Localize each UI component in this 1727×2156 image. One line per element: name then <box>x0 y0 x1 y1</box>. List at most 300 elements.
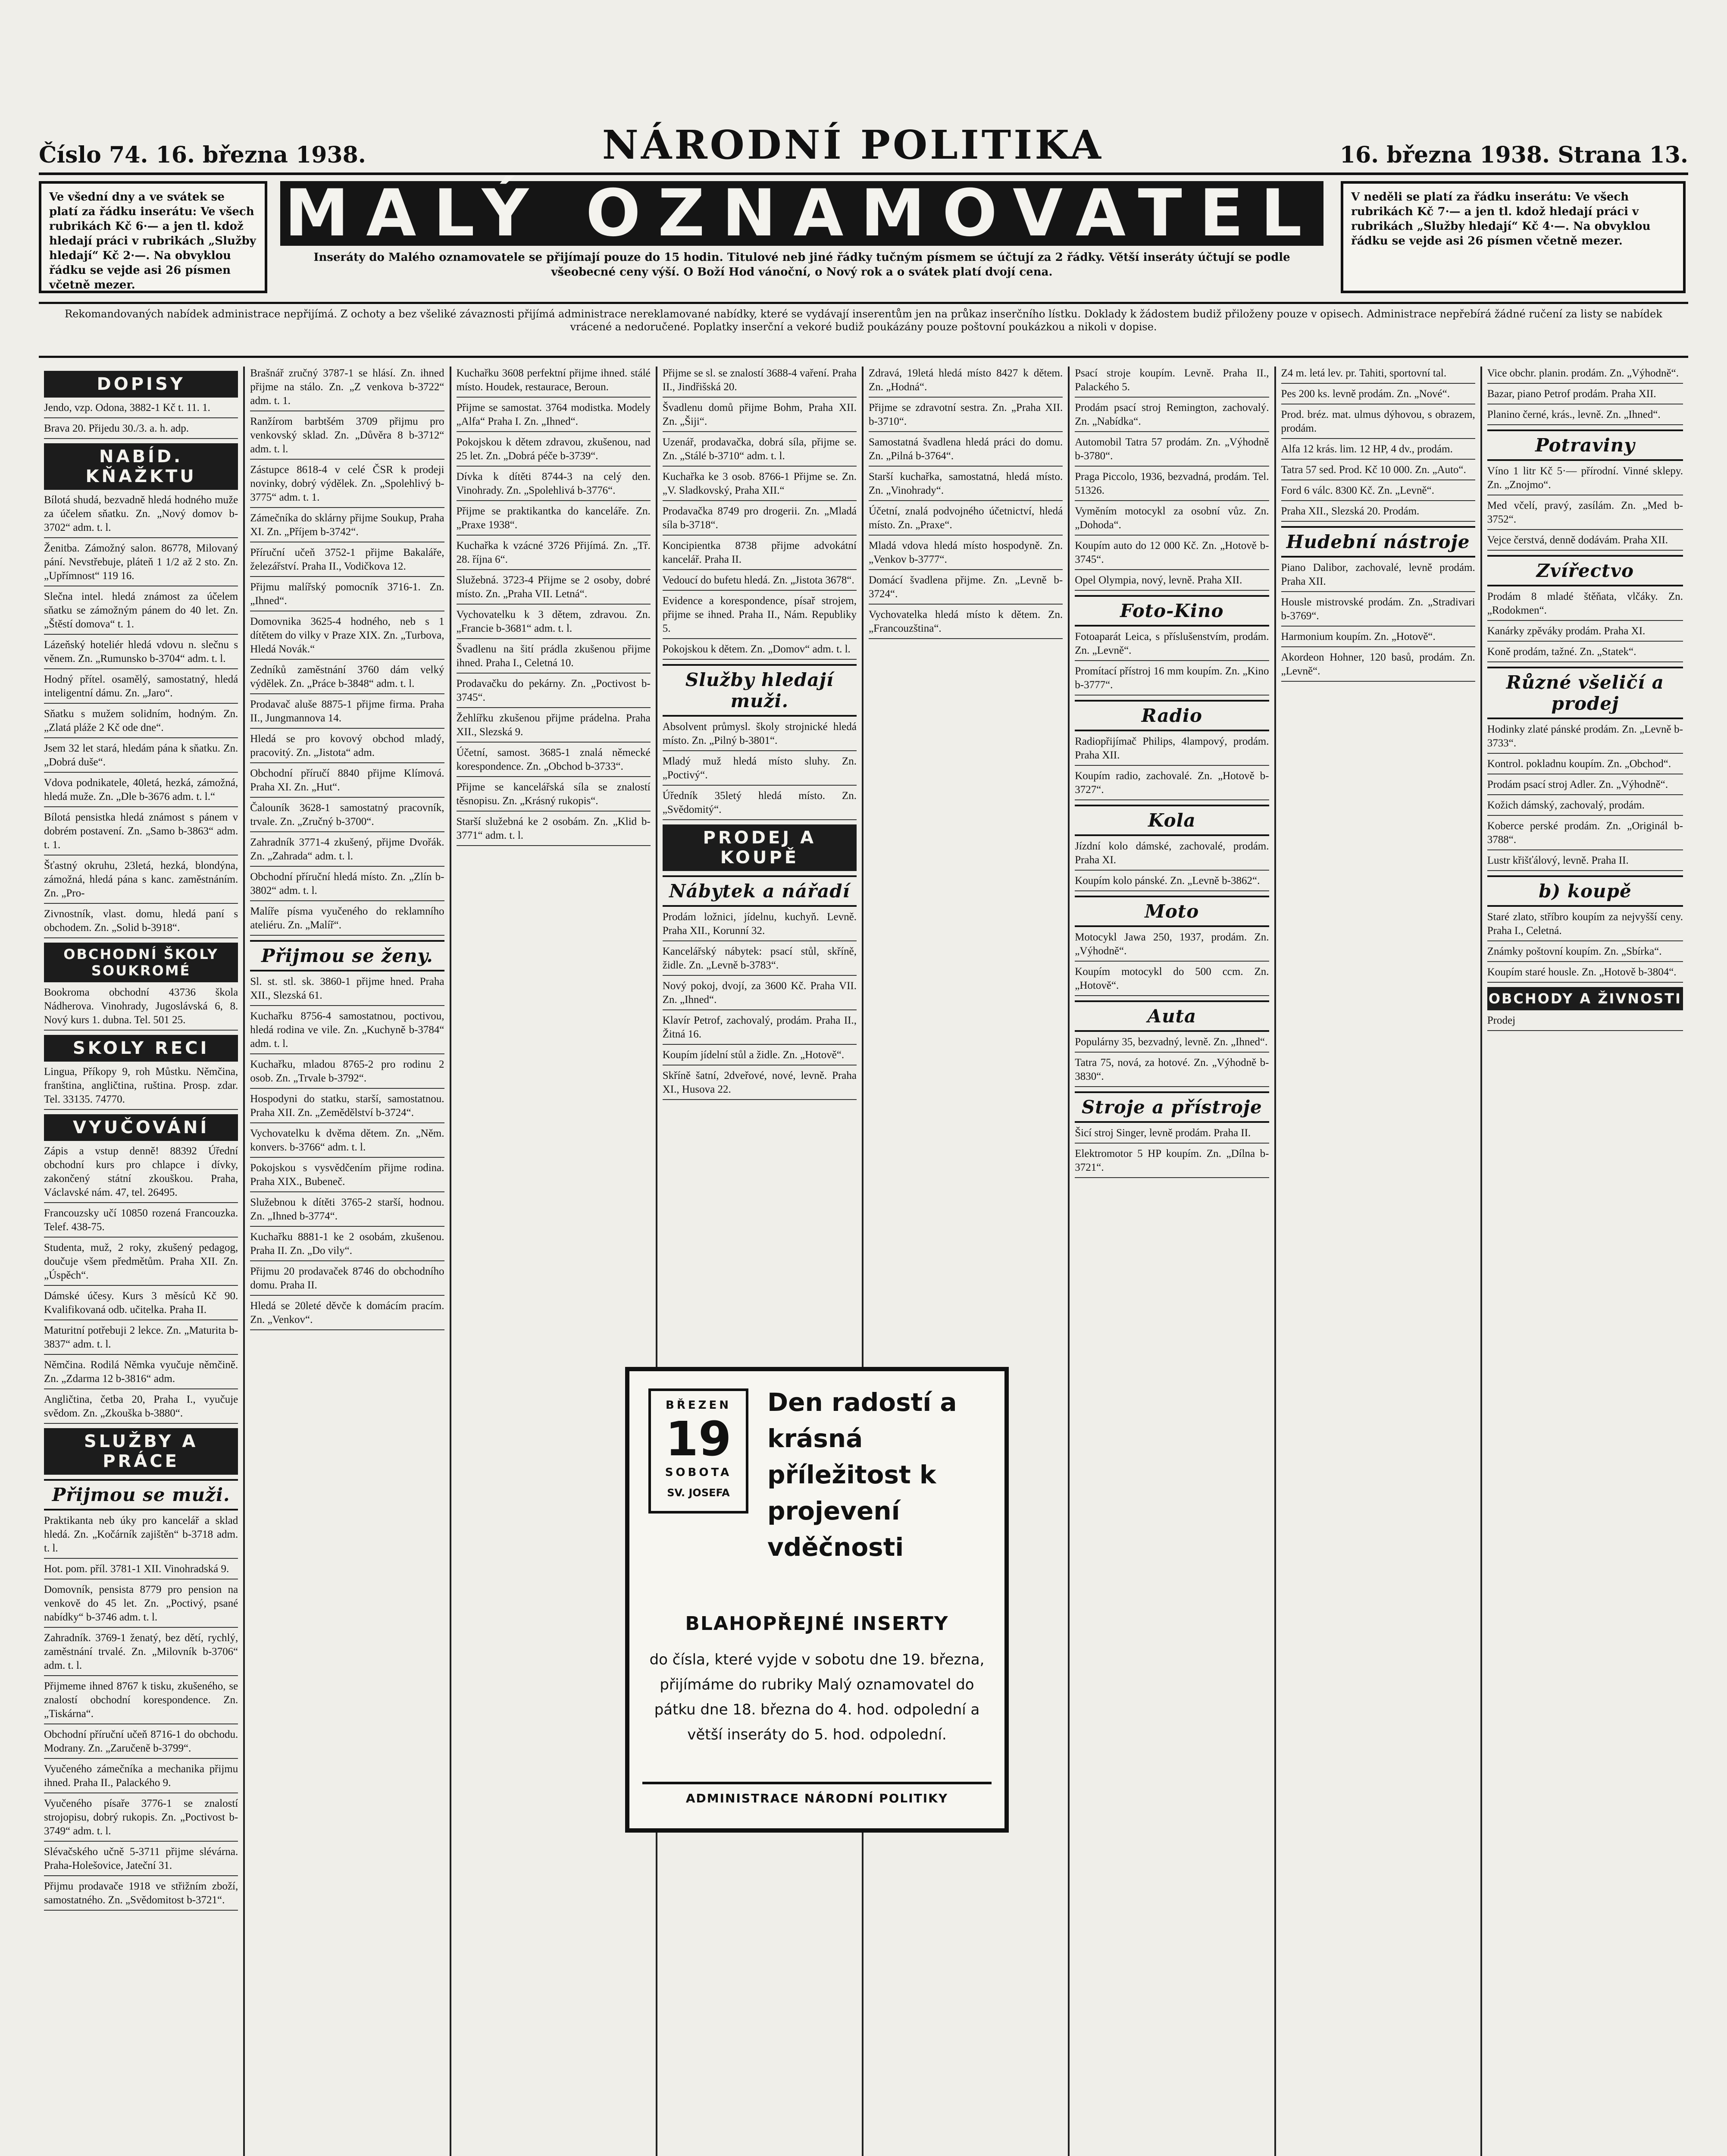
ad-divider <box>1075 466 1269 467</box>
ad-divider <box>1075 799 1269 800</box>
ad-divider <box>44 1792 238 1793</box>
classified-ad: Ženitba. Zámožný salon. 86778, Milovaný pání. Nevstřebuje, pláteň 1 1/2 až 2 sto. Zn. „Upřímnost“ 119 16. <box>44 542 238 582</box>
classified-ad: Přijme se sl. se znalostí 3688-4 vaření. Praha II., Jindřišská 20. <box>662 367 857 393</box>
ad-divider <box>1281 521 1475 522</box>
ad-divider <box>1487 961 1683 962</box>
classified-ad: Brašnář zručný 3787-1 se hlásí. Zn. ihned přijme na stálo. Zn. „Z venkova b-3722“ adm. t. 1. <box>250 367 444 407</box>
classified-ad: Hospodyni do statku, starší, samostatnou. Praha XII. Zn. „Zemědělství b-3724“. <box>250 1093 444 1119</box>
classified-ad: Prodám ložnici, jídelnu, kuchyň. Levně. Praha XII., Korunní 32. <box>662 911 857 937</box>
ad-divider <box>663 975 857 976</box>
classified-ad: Hledá se pro kovový obchod mladý, pracovitý. Zn. „Jistota“ adm. <box>250 733 444 758</box>
classified-ad: Prodavačka 8749 pro drogerii. Zn. „Mladá síla b-3718“. <box>662 505 857 531</box>
ad-divider <box>250 576 444 577</box>
ad-divider <box>457 500 651 501</box>
ad-divider <box>44 417 238 418</box>
classified-ad: Starší kuchařka, samostatná, hledá místo. Zn. „Vinohrady“. <box>869 471 1063 496</box>
classified-ad: Francouzsky učí 10850 rozená Francouzka. Telef. 438-75. <box>44 1207 238 1233</box>
ad-divider <box>663 500 857 501</box>
classified-ad: Vychovatelku k 3 dětem, zdravou. Zn. „Francie b-3681“ adm. t. l. <box>456 609 651 634</box>
classified-ad: Lingua, Příkopy 9, roh Můstku. Němčina, franština, angličtina, ruština. Prosp. zdar. Tel. 33135. 74770. <box>44 1066 238 1105</box>
classified-ad: Elektromotor 5 HP koupím. Zn. „Dílna b-3721“. <box>1075 1148 1269 1173</box>
issue-number: Číslo 74. 16. března 1938. <box>39 142 366 168</box>
classified-ad: Známky poštovní koupím. Zn. „Sbírka“. <box>1487 946 1662 957</box>
classified-ad: Přijme se kancelářská síla se znalostí těsnopisu. Zn. „Krásný rukopis“. <box>456 781 651 807</box>
ad-divider <box>44 1354 238 1355</box>
ad-divider <box>1281 500 1475 501</box>
classified-ad: Prod. bréz. mat. ulmus dýhovou, s obrazem, prodám. <box>1281 409 1475 434</box>
classified-ad: Zámečníka do sklárny přijme Soukup, Praha XI. Zn. „Příjem b-3742“. <box>250 512 444 538</box>
classified-ad: Koupím auto do 12 000 Kč. Zn. „Hotově b-3745“. <box>1075 540 1269 565</box>
classified-ad: Účetní, znalá podvojného účetnictví, hledá místo. Zn. „Praxe“. <box>869 505 1063 531</box>
classified-ad: Vychovatelku k dvěma dětem. Zn. „Něm. konvers. b-3766“ adm. t. l. <box>250 1128 444 1153</box>
ad-divider <box>1075 660 1269 661</box>
classified-ad: Koberce perské prodám. Zn. „Originál b-3788“. <box>1487 820 1683 846</box>
classified-ad: Kuchařku 8756-4 samostatnou, poctivou, hledá rodina ve vile. Zn. „Kuchyně b-3784“ adm. t. l. <box>250 1010 444 1050</box>
ad-divider <box>1075 1086 1269 1087</box>
classified-ad: Kontrol. pokladnu koupím. Zn. „Obchod“. <box>1487 758 1671 770</box>
classified-ad: Dámské účesy. Kurs 3 měsíců Kč 90. Kvalifikovaná odb. učitelka. Praha II. <box>44 1290 238 1316</box>
ad-divider <box>44 668 238 669</box>
ad-divider <box>250 1260 444 1261</box>
ad-divider <box>1487 620 1683 621</box>
classified-ad: Bazar, piano Petrof prodám. Praha XII. <box>1487 388 1656 400</box>
ad-divider <box>1281 646 1475 647</box>
ad-divider <box>250 507 444 508</box>
ad-divider <box>663 397 857 398</box>
classified-ad: Ranžírom barbtšém 3709 přijmu pro venkovský sklad. Zn. „Důvěra 8 b-3712“ adm. t. l. <box>250 416 444 455</box>
classified-ad: Koupím motocykl do 500 ccm. Zn. „Hotově“. <box>1075 966 1269 991</box>
classified-ad: Studenta, muž, 2 roky, zkušený pedagog, doučuje všem předmětům. Praha XII. Zn. „Úspěch“. <box>44 1242 238 1281</box>
ad-divider <box>869 500 1063 501</box>
classified-ad: Zdravá, 19letá hledá místo 8427 k dětem. Zn. „Hodná“. <box>869 367 1063 393</box>
ad-divider <box>663 819 857 820</box>
classified-ad: Švadlenu na šití prádla zkušenou přijme ihned. Praha I., Celetná 10. <box>456 643 651 669</box>
ad-divider <box>250 935 444 936</box>
ad-divider <box>250 1088 444 1089</box>
classified-ad: Pes 200 ks. levně prodám. Zn. „Nové“. <box>1281 388 1450 400</box>
classified-ad: Kuchařka ke 3 osob. 8766-1 Přijme se. Zn. „V. Sladkovský, Praha XII.“ <box>662 471 857 496</box>
classified-ad: Přijmu 20 prodavaček 8746 do obchodního domu. Praha II. <box>250 1266 444 1291</box>
running-head <box>39 116 1688 175</box>
ad-divider <box>663 1044 857 1045</box>
ad-divider <box>250 1191 444 1192</box>
section-heading: VYUČOVÁNÍ <box>44 1114 238 1141</box>
classified-ad: Vdova podnikatele, 40letá, hezká, zámožná, hledá muže. Zn. „Dle b-3676 adm. t. l.“ <box>44 777 238 802</box>
classified-ad: Hodinky zlaté pánské prodám. Zn. „Levně b-3733“. <box>1487 724 1683 749</box>
ad-divider <box>457 776 651 777</box>
classified-ad: Švadlenu domů přijme Bohm, Praha XII. Zn. „Šiji“. <box>662 402 857 427</box>
column-6 <box>1070 367 1276 2156</box>
classified-ad: Koně prodám, tažné. Zn. „Statek“. <box>1487 646 1636 658</box>
classified-ad: Zástupce 8618-4 v celé ČSR k prodeji novinky, dobrý výdělek. Zn. „Spolehlivý b-3775“ adm. t. 1. <box>250 464 444 503</box>
ad-divider <box>250 728 444 729</box>
ad-divider <box>44 1910 238 1911</box>
ad-divider <box>44 634 238 635</box>
ad-divider <box>1075 765 1269 766</box>
pricing-notice-weekday: Ve všední dny a ve svátek se platí za řádku inserátu: Ve všech rubrikách Kč 6·— a jen tl. kdož hledají práci v rubrikách „Služby hledají“ Kč 2·—. Na obvyklou řádku se vejde asi 26 písmen včetně mezer. <box>39 181 267 293</box>
ad-divider <box>1281 681 1475 682</box>
classified-ad: Obchodní příručí 8840 přijme Klímová. Praha XI. Zn. „Hut“. <box>250 768 444 793</box>
classified-ad: Starší služebná ke 2 osobám. Zn. „Klid b-3771“ adm. t. l. <box>456 816 651 841</box>
classified-ad: Kuchařku, mladou 8765-2 pro rodinu 2 osob. Zn. „Trvale b-3792“. <box>250 1059 444 1084</box>
ad-divider <box>663 750 857 751</box>
ad-divider <box>869 397 1063 398</box>
classified-ad: Piano Dalibor, zachovalé, levně prodám. Praha XII. <box>1281 562 1475 587</box>
ad-divider <box>250 1295 444 1296</box>
ad-divider <box>1487 661 1683 662</box>
classified-ad: Jsem 32 let stará, hledám pána k sňatku. Zn. „Dobrá duše“. <box>44 743 238 768</box>
ad-divider <box>44 1875 238 1876</box>
classified-ad: Samostatná švadlena hledá práci do domu. Zn. „Pilná b-3764“. <box>869 436 1063 462</box>
classified-ad: Příruční učeň 3752-1 přijme Bakaláře, železářství. Praha II., Vodičkova 12. <box>250 547 444 572</box>
ad-divider <box>663 1099 857 1100</box>
ad-divider <box>1487 940 1683 941</box>
ad-divider <box>457 845 651 846</box>
promo-body: do čísla, které vyjde v sobotu dne 19. března, přijímáme do rubriky Malý oznamovatel do pátku dne 18. března do 4. hod. odpolední a větší inseráty do 5. hod. odpolední. <box>649 1651 985 1743</box>
classified-ad: Malíře písma vyučeného do reklamního ateliéru. Zn. „Malíř“. <box>250 906 444 931</box>
classified-ad: Kancelářský nábytek: psací stůl, skříně, židle. Zn. „Levně b-3783“. <box>662 946 857 971</box>
classified-ad: Přijmu malířský pomocník 3716-1. Zn. „Ihned“. <box>250 581 444 607</box>
section-heading: Auta <box>1075 1000 1269 1032</box>
ad-divider <box>1075 995 1269 996</box>
ad-divider <box>457 638 651 639</box>
classified-ad: Přijme se zdravotní sestra. Zn. „Praha XII. b-3710“. <box>869 402 1063 427</box>
section-heading: Služby hledají muži. <box>663 664 857 717</box>
promo-box <box>625 1367 1009 1833</box>
promo-signature: ADMINISTRACE NÁRODNÍ POLITIKY <box>642 1782 992 1817</box>
ad-divider <box>1281 479 1475 480</box>
classified-ad: Úředník 35letý hledá místo. Zn. „Svědomitý“. <box>662 790 857 815</box>
ad-divider <box>869 466 1063 467</box>
classified-ad: Zahradník. 3769-1 ženatý, bez dětí, rychlý, zaměstnání trvalé. Zn. „Milovník b-3706“ adm. t. l. <box>44 1632 238 1671</box>
classified-ad: Šťastný okruhu, 23letá, hezká, blondýna, zámožná, hledá pána s kanc. zaměstnáním. Zn. „Pro- <box>44 860 238 899</box>
classified-ad: Služebnou k dítěti 3765-2 starší, hodnou. Zn. „Ihned b-3774“. <box>250 1197 444 1222</box>
ad-divider <box>663 569 857 570</box>
classified-ad: Promítací přístroj 16 mm koupím. Zn. „Kino b-3777“. <box>1075 665 1269 691</box>
ad-divider <box>250 900 444 901</box>
ad-divider <box>1487 529 1683 530</box>
section-heading: OBCHODY A ŽIVNOSTI <box>1487 987 1683 1010</box>
ad-divider <box>44 703 238 704</box>
ad-divider <box>44 1841 238 1842</box>
ad-divider <box>1075 695 1269 696</box>
promo-greeting: BLAHOPŘEJNÉ INSERTY <box>685 1613 949 1635</box>
ad-divider <box>44 1627 238 1628</box>
section-heading: Nábytek a nářadí <box>663 875 857 907</box>
classified-ad: Domácí švadlena přijme. Zn. „Levně b-3724“. <box>869 574 1063 600</box>
classified-ad: Staré zlato, stříbro koupím za nejvyšší ceny. Praha I., Celetná. <box>1487 911 1683 937</box>
classified-ad: Domovník, pensista 8779 pro pension na venkově do 45 let. Zn. „Poctivý, psané nabídky“ b-3746 adm. t. l. <box>44 1584 238 1623</box>
classified-ad: Hot. pom. příl. 3781-1 XII. Vinohradská 9. <box>44 1563 229 1575</box>
classified-ad: Účetní, samost. 3685-1 znalá německé korespondence. Zn. „Obchod b-3733“. <box>456 747 651 772</box>
ad-divider <box>44 537 238 538</box>
classified-ad: Pokojskou k dětem. Zn. „Domov“ adm. t. l. <box>662 643 851 655</box>
classified-ad: Motocykl Jawa 250, 1937, prodám. Zn. „Výhodně“. <box>1075 931 1269 957</box>
classified-ad: Praha XII., Slezská 20. Prodám. <box>1281 505 1420 517</box>
ad-divider <box>1487 424 1683 425</box>
ad-divider <box>663 590 857 591</box>
ad-divider <box>1075 397 1269 398</box>
calendar-weekday: SOBOTA <box>665 1466 732 1479</box>
ad-divider <box>44 1423 238 1424</box>
classified-ad: Vedoucí do bufetu hledá. Zn. „Jistota 3678“. <box>662 574 854 586</box>
ad-divider <box>457 431 651 432</box>
classified-ad: Tatra 75, nová, za hotové. Zn. „Výhodně b-3830“. <box>1075 1057 1269 1082</box>
section-heading: Foto-Kino <box>1075 595 1269 627</box>
ad-divider <box>457 569 651 570</box>
ad-divider <box>44 806 238 807</box>
ad-divider <box>250 659 444 660</box>
page-number: 16. března 1938. Strana 13. <box>1339 142 1688 168</box>
section-heading: SKOLY RECI <box>44 1035 238 1062</box>
classified-ad: Zahradník 3771-4 zkušený, přijme Dvořák. Zn. „Zahrada“ adm. t. l. <box>250 837 444 862</box>
classified-ad: Jízdní kolo dámské, zachovalé, prodám. Praha XI. <box>1075 840 1269 866</box>
ad-divider <box>869 569 1063 570</box>
classified-ad: Vejce čerstvá, denně dodávám. Praha XII. <box>1487 534 1668 546</box>
classified-ad: Automobil Tatra 57 prodám. Zn. „Výhodně b-3780“. <box>1075 436 1269 462</box>
ad-divider <box>250 459 444 460</box>
column-2 <box>245 367 451 2156</box>
classified-ad: Dívka k dítěti 8744-3 na celý den. Vinohrady. Zn. „Spolehlivá b-3776“. <box>456 471 651 496</box>
classified-ad: Bílotá pensistka hledá známost s pánem v dobrém postavení. Zn. „Samo b-3863“ adm. t. 1. <box>44 812 238 851</box>
classified-ad: Housle mistrovské prodám. Zn. „Stradivari b-3769“. <box>1281 596 1475 622</box>
promo-headline: Den radostí a krásná příležitost k projevení vděčnosti <box>767 1388 957 1562</box>
classified-ad: Vyučeného zámečníka a mechanika přijmu ihned. Praha II., Palackého 9. <box>44 1763 238 1789</box>
classified-ad: Vyměním motocykl za osobní vůz. Zn. „Dohoda“. <box>1075 505 1269 531</box>
section-banner-subtitle: Inseráty do Malého oznamovatele se přijímají pouze do 15 hodin. Titulové neb jiné řádky tučným písmem se účtují za 2 řádky. Větší inseráty účtují se podle všeobecné ceny výší. O Boží Hod vánoční, o Nový rok a o svátek platí dvojí cena. <box>313 251 1290 279</box>
ad-divider <box>44 937 238 938</box>
section-heading: b) koupě <box>1487 875 1683 907</box>
classified-ad: Zedníků zaměstnání 3760 dám velký výdělek. Zn. „Práce b-3848“ adm. t. l. <box>250 664 444 689</box>
ad-divider <box>1487 753 1683 754</box>
ad-divider <box>44 438 238 439</box>
ad-divider <box>250 1053 444 1054</box>
classified-ad: Alfa 12 krás. lim. 12 HP, 4 dv., prodám. <box>1281 443 1453 455</box>
classified-ad: Lustr křišťálový, levně. Praha II. <box>1487 855 1629 866</box>
ad-divider <box>44 737 238 738</box>
ad-divider <box>457 742 651 743</box>
section-banner: MALÝ OZNAMOVATEL <box>280 181 1323 246</box>
ad-divider <box>869 604 1063 605</box>
ad-divider <box>869 535 1063 536</box>
classified-ad: Sňatku s mužem solidním, hodným. Zn. „Zlatá pláže 2 Kč ode dne“. <box>44 708 238 733</box>
section-heading: Stroje a přístroje <box>1075 1091 1269 1123</box>
classified-ad: Pokojskou k dětem zdravou, zkušenou, nad 25 let. Zn. „Dobrá péče b-3739“. <box>456 436 651 462</box>
ad-divider <box>1487 794 1683 795</box>
column-8 <box>1482 367 1688 2156</box>
classified-ad: Med včelí, pravý, zasílám. Zn. „Med b-3752“. <box>1487 500 1683 525</box>
ad-divider <box>250 1329 444 1330</box>
ad-divider <box>457 397 651 398</box>
classified-ad: Obchodní příruční hledá místo. Zn. „Zlín b-3802“ adm. t. l. <box>250 871 444 896</box>
classified-ad: Kanárky zpěváky prodám. Praha XI. <box>1487 625 1646 637</box>
classified-ad: Zivnostník, vlast. domu, hledá paní s obchodem. Zn. „Solid b-3918“. <box>44 908 238 934</box>
section-heading: NABÍD. KŇAŽKTU <box>44 443 238 490</box>
ad-divider <box>457 604 651 605</box>
classified-ad: Prodám psací stroj Remington, zachovalý. Zn. „Nabídka“. <box>1075 402 1269 427</box>
column-1 <box>39 367 245 2156</box>
ad-divider <box>44 1285 238 1286</box>
ad-divider <box>869 638 1063 639</box>
classified-ad: Vychovatelka hledá místo k dětem. Zn. „Francouzština“. <box>869 609 1063 634</box>
ad-divider <box>663 940 857 941</box>
ad-divider <box>44 772 238 773</box>
classified-ad: Kožich dámský, zachovalý, prodám. <box>1487 799 1645 811</box>
classified-ad: Radiopřijímač Philips, 4lampový, prodám. Praha XII. <box>1075 736 1269 761</box>
ad-divider <box>44 1558 238 1559</box>
classified-ad: Kuchařku 8881-1 ke 2 osobám, zkušenou. Praha II. Zn. „Do vily“. <box>250 1231 444 1257</box>
column-7 <box>1276 367 1482 2156</box>
classified-ad: Šicí stroj Singer, levně prodám. Praha II. <box>1075 1127 1251 1139</box>
classified-ad: Němčina. Rodilá Němka vyučuje němčině. Zn. „Zdarma 12 b-3816“ adm. <box>44 1359 238 1385</box>
ad-divider <box>1075 870 1269 871</box>
section-heading: Různé všeličí a prodej <box>1487 667 1683 719</box>
section-heading: Přijmou se ženy. <box>250 940 444 971</box>
classified-ad: Uzenář, prodavačka, dobrá síla, přijme se. Zn. „Stálé b-3710“ adm. t. l. <box>662 436 857 462</box>
classified-ad: Jendo, vzp. Odona, 3882-1 Kč t. 11. 1. <box>44 402 210 414</box>
ad-divider <box>457 466 651 467</box>
classified-ad: Koupím radio, zachovalé. Zn. „Hotově b-3727“. <box>1075 770 1269 796</box>
classified-ad: Nový pokoj, dvojí, za 3600 Kč. Praha VII. Zn. „Ihned“. <box>662 980 857 1006</box>
ad-divider <box>1487 849 1683 850</box>
classified-ad: Kuchařku 3608 perfektní přijme ihned. stálé místo. Houdek, restaurace, Beroun. <box>456 367 651 393</box>
ad-divider <box>44 1758 238 1759</box>
classified-ad: Lázeňský hoteliér hledá vdovu n. slečnu s věnem. Zn. „Rumunsko b-3704“ adm. t. l. <box>44 639 238 664</box>
classified-ad: Fotoaparát Leica, s příslušenstvím, prodám. Zn. „Levně“. <box>1075 631 1269 656</box>
classified-ad: Ford 6 válc. 8300 Kč. Zn. „Levně“. <box>1281 485 1434 496</box>
classified-ad: Bílotá shudá, bezvadně hledá hodného muže za účelem sňatku. Zn. „Nový domov b-3702“ adm. t. l. <box>44 494 238 533</box>
classified-ad: Přijme se praktikantka do kanceláře. Zn. „Praxe 1938“. <box>456 505 651 531</box>
classified-ad: Opel Olympia, nový, levně. Praha XII. <box>1075 574 1242 586</box>
ad-divider <box>1487 815 1683 816</box>
ad-divider <box>457 535 651 536</box>
ad-divider <box>250 693 444 694</box>
ad-divider <box>250 1005 444 1006</box>
classified-ad: Obchodní příruční učeň 8716-1 do obchodu. Modrany. Zn. „Zaručeně b-3799“. <box>44 1729 238 1754</box>
section-heading: PRODEJ A KOUPĚ <box>663 824 857 871</box>
classified-ad: Tatra 57 sed. Prod. Kč 10 000. Zn. „Auto“. <box>1281 464 1466 476</box>
classified-ad: Populárny 35, bezvadný, levně. Zn. „Ihned“. <box>1075 1036 1268 1048</box>
classified-ad: Maturitní potřebuji 2 lekce. Zn. „Maturita b-3837“ adm. t. l. <box>44 1325 238 1350</box>
column-4 <box>657 367 864 2156</box>
ad-divider <box>1075 1177 1269 1178</box>
ad-divider <box>1281 438 1475 439</box>
section-heading: DOPISY <box>44 371 238 398</box>
classified-ad: Praga Piccolo, 1936, bezvadná, prodám. Tel. 51326. <box>1075 471 1269 496</box>
ad-divider <box>44 1675 238 1676</box>
classified-ad: Domovnika 3625-4 hodného, neb s 1 dítětem do vilky v Praze XIX. Zn. „Turbova, Hledá Novák.“ <box>250 616 444 655</box>
masthead-title: NÁRODNÍ POLITIKA <box>602 122 1104 168</box>
ad-divider <box>250 866 444 867</box>
administration-notes: Rekomandovaných nabídek administrace nepřijímá. Z ochoty a bez všeliké závaznosti přijímá administrace nereklamované nabídky, které se vydávají inserentům jen na průkaz inserčního lístku. Doklady k žádostem budiž přiloženy pouze v opisech. Administrace nepřebírá žádné ručení za listy se nabídek vrácené a nedoručené. Poplatky inserční a vekoré budiž poukázány pouze poštovní poukázkou a nikoli v dopise. <box>39 302 1688 358</box>
ad-divider <box>1281 459 1475 460</box>
ad-divider <box>663 431 857 432</box>
classified-ad: Hledá se 20leté děvče k domácím pracím. Zn. „Venkov“. <box>250 1300 444 1326</box>
classified-ad: Planino černé, krás., levně. Zn. „Ihned“. <box>1487 409 1661 420</box>
calendar-date-box <box>648 1388 748 1514</box>
classified-ad: Slečna intel. hledá známost za účelem sňatku se zámožným pánem do 40 let. Zn. „Štěstí domova“ t. 1. <box>44 591 238 630</box>
classified-ad: Víno 1 litr Kč 5·— přírodní. Vinné sklepy. Zn. „Znojmo“. <box>1487 465 1683 491</box>
ad-divider <box>250 797 444 798</box>
classified-ad: Akordeon Hohner, 120 basů, prodám. Zn. „Levně“. <box>1281 652 1475 677</box>
ad-divider <box>663 659 857 660</box>
ad-divider <box>1075 1143 1269 1144</box>
classified-ad: Přijme se samostat. 3764 modistka. Modely „Alfa“ Praha I. Zn. „Ihned“. <box>456 402 651 427</box>
classified-ad: Absolvent průmysl. školy strojnické hledá místo. Zn. „Pilný b-3801“. <box>662 721 857 746</box>
section-heading: SLUŽBY A PRÁCE <box>44 1428 238 1475</box>
classified-ad: Angličtina, četba 20, Praha I., vyučuje svědom. Zn. „Zkouška b-3880“. <box>44 1394 238 1419</box>
classified-ad: Koupím kolo pánské. Zn. „Levně b-3862“. <box>1075 875 1260 887</box>
ad-divider <box>663 638 857 639</box>
section-heading: Kola <box>1075 805 1269 836</box>
ad-divider <box>663 535 857 536</box>
ad-divider <box>44 1237 238 1238</box>
ad-divider <box>44 1319 238 1320</box>
ad-divider <box>1075 590 1269 591</box>
classified-ad: Vyučeného písaře 3776-1 se znalostí strojopisu, dobrý rukopis. Zn. „Poctivost b-3749“ adm. t. l. <box>44 1798 238 1837</box>
section-heading: Moto <box>1075 896 1269 927</box>
classified-ad: Koncipientka 8738 přijme advokátní kancelář. Praha II. <box>662 540 857 565</box>
ad-divider <box>1487 641 1683 642</box>
ad-divider <box>1487 1030 1683 1031</box>
classified-ad: Sl. st. stl. sk. 3860-1 přijme hned. Praha XII., Slezská 61. <box>250 976 444 1001</box>
ad-divider <box>1075 961 1269 962</box>
ad-divider <box>1281 383 1475 384</box>
ad-divider <box>457 673 651 674</box>
classified-ad: Koupím staré housle. Zn. „Hotově b-3804“. <box>1487 966 1677 978</box>
section-heading: Hudební nástroje <box>1281 526 1475 558</box>
ad-divider <box>457 707 651 708</box>
ad-divider <box>250 1122 444 1123</box>
classified-ad: Prodavač aluše 8875-1 přijme firma. Praha II., Jungmannova 14. <box>250 699 444 724</box>
ad-divider <box>663 466 857 467</box>
ad-divider <box>457 811 651 812</box>
pricing-notice-sunday: V neděli se platí za řádku inserátu: Ve všech rubrikách Kč 7·— a jen tl. kdož hledají práci v rubrikách „Služby hledají“ Kč 4·—. Na obvyklou řádku se vejde asi 26 písmen včetně mezer. <box>1341 181 1686 293</box>
classified-ad: Hodný přítel. osamělý, samostatný, hledá inteligentní dámu. Zn. „Jaro“. <box>44 674 238 699</box>
ad-divider <box>250 1226 444 1227</box>
classified-ad: Brava 20. Přijedu 30./3. a. h. adp. <box>44 423 189 434</box>
ad-divider <box>44 1109 238 1110</box>
classified-ad: Evidence a korespondence, písař strojem, přijme se ihned. Praha II., Nám. Republiky 5. <box>662 595 857 634</box>
section-heading: Potraviny <box>1487 429 1683 461</box>
ad-divider <box>1075 890 1269 891</box>
column-5 <box>864 367 1070 2156</box>
ad-divider <box>1075 535 1269 536</box>
classified-ad: Klavír Petrof, zachovalý, prodám. Praha II., Žitná 16. <box>662 1015 857 1040</box>
classified-ad: Harmonium koupím. Zn. „Hotově“. <box>1281 631 1436 642</box>
classified-ad: Prodej <box>1487 1015 1516 1026</box>
ad-divider <box>44 1202 238 1203</box>
classified-ad: Čalouník 3628-1 samostatný pracovník, trvale. Zn. „Zručný b-3700“. <box>250 802 444 827</box>
ad-divider <box>1487 870 1683 871</box>
ad-divider <box>869 431 1063 432</box>
classified-ad: Přijmu prodavače 1918 ve střižním zboží, samostatného. Zn. „Svědomitost b-3721“. <box>44 1880 238 1906</box>
ad-divider <box>250 1157 444 1158</box>
section-heading: OBCHODNÍ ŠKOLY SOUKROMÉ <box>44 943 238 982</box>
classified-ad: Koupím jídelní stůl a židle. Zn. „Hotově“. <box>662 1049 845 1061</box>
classified-ad: Vice obchr. planin. prodám. Zn. „Výhodně“. <box>1487 367 1679 379</box>
classified-ad: Mladý muž hledá místo sluhy. Zn. „Poctivý“. <box>662 755 857 781</box>
section-heading: Zvířectvo <box>1487 555 1683 586</box>
ad-divider <box>44 1388 238 1389</box>
classified-ad: Skříně šatní, 2dveřové, nové, levně. Praha XI., Husova 22. <box>662 1070 857 1095</box>
ad-divider <box>44 855 238 856</box>
ad-divider <box>250 762 444 763</box>
ad-divider <box>1075 1052 1269 1053</box>
section-heading: Přijmou se muži. <box>44 1479 238 1510</box>
ad-divider <box>1281 626 1475 627</box>
ad-divider <box>44 903 238 904</box>
